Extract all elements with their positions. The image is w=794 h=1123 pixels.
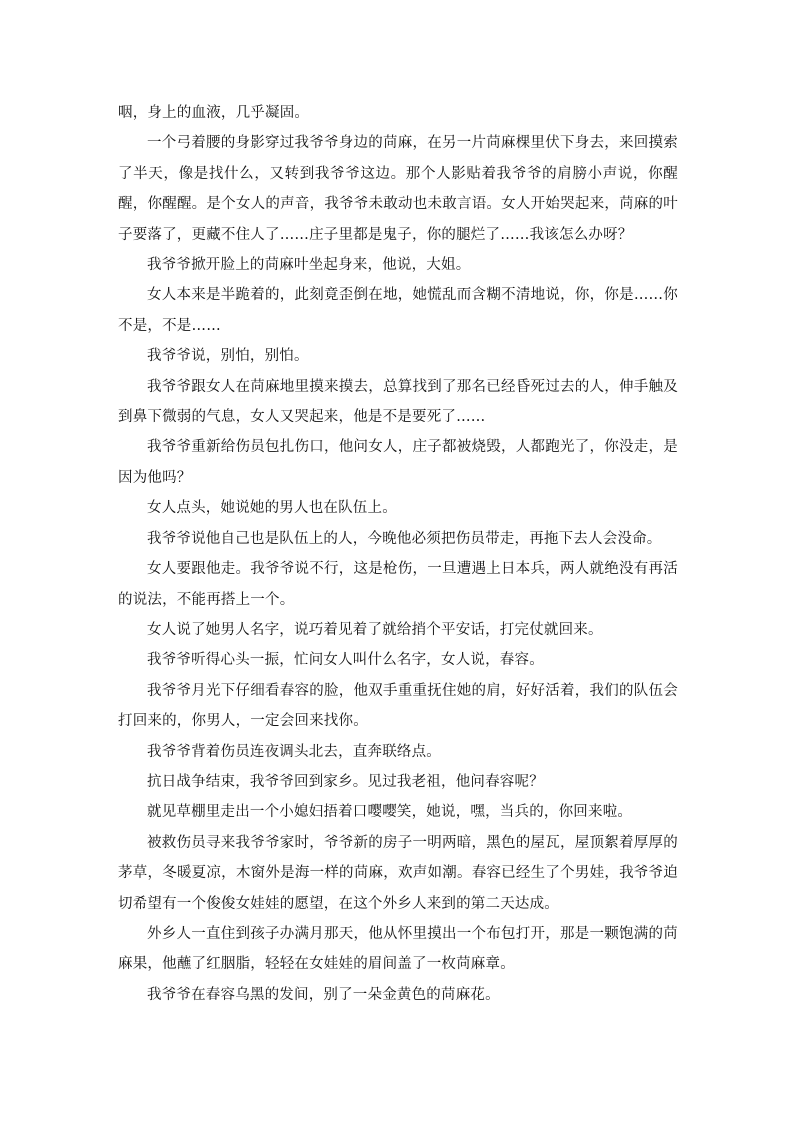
paragraph: 一个弓着腰的身影穿过我爷爷身边的苘麻，在另一片苘麻棵里伏下身去，来回摸索了半天，像是找什么，又转到我爷爷这边。那个人影贴着我爷爷的肩膀小声说，你醒醒，你醒醒。是个女人的声音，我爷爷未敢动也未敢言语。女人开始哭起来，苘麻的叶子要落了，更藏不住人了……庄子里都是鬼子，你的腿烂了……我该怎么办呀？ [118, 135, 678, 243]
paragraph: 我爷爷跟女人在苘麻地里摸来摸去，总算找到了那名已经昏死过去的人，伸手触及到鼻下微弱的气息，女人又哭起来，他是不是要死了…… [118, 378, 678, 426]
article-body [118, 98, 678, 1010]
paragraph: 女人点头，她说她的男人也在队伍上。 [147, 500, 397, 517]
paragraph: 我爷爷月光下仔细看春容的脸，他双手重重抚住她的肩，好好活着，我们的队伍会打回来的，你男人，一定会回来找你。 [118, 682, 678, 730]
paragraph: 女人要跟他走。我爷爷说不行，这是枪伤，一旦遭遇上日本兵，两人就绝没有再活的说法，不能再搭上一个。 [118, 561, 678, 608]
paragraph: 我爷爷听得心头一振，忙问女人叫什么名字，女人说，春容。 [147, 652, 544, 669]
paragraph: 我爷爷重新给伤员包扎伤口，他问女人，庄子都被烧毁，人都跑光了，你没走，是因为他吗？ [118, 439, 678, 486]
paragraph: 我爷爷背着伤员连夜调头北去，直奔联络点。 [147, 743, 441, 760]
paragraph: 就见草棚里走出一个小媳妇捂着口嘤嘤笑，她说，嘿，当兵的，你回来啦。 [147, 804, 633, 821]
paragraph: 女人本来是半跪着的，此刻竟歪倒在地，她慌乱而含糊不清地说，你，你是……你不是，不是…… [118, 287, 678, 334]
paragraph: 我爷爷掀开脸上的苘麻叶坐起身来，他说，大姐。 [147, 257, 471, 274]
paragraph: 被救伤员寻来我爷爷家时，爷爷新的房子一明两暗，黑色的屋瓦，屋顶絮着厚厚的茅草，冬暖夏凉，木窗外是海一样的苘麻，欢声如潮。春容已经生了个男娃，我爷爷迫切希望有一个俊俊女娃娃的愿望，在这个外乡人来到的第二天达成。 [118, 834, 678, 912]
paragraph: 外乡人一直住到孩子办满月那天，他从怀里摸出一个布包打开，那是一颗饱满的苘麻果，他蘸了红胭脂，轻轻在女娃娃的眉间盖了一枚苘麻章。 [118, 925, 678, 973]
paragraph: 我爷爷说他自己也是队伍上的人，今晚他必须把伤员带走，再拖下去人会没命。 [147, 530, 662, 547]
paragraph: 女人说了她男人名字，说巧着见着了就给捎个平安话，打完仗就回来。 [147, 621, 603, 638]
paragraph: 我爷爷在春容乌黑的发间，别了一朵金黄色的苘麻花。 [147, 986, 500, 1003]
paragraph: 咽，身上的血液，几乎凝固。 [118, 105, 310, 121]
paragraph: 抗日战争结束，我爷爷回到家乡。见过我老祖，他问春容呢？ [147, 773, 544, 790]
paragraph: 我爷爷说，别怕，别怕。 [147, 348, 309, 365]
